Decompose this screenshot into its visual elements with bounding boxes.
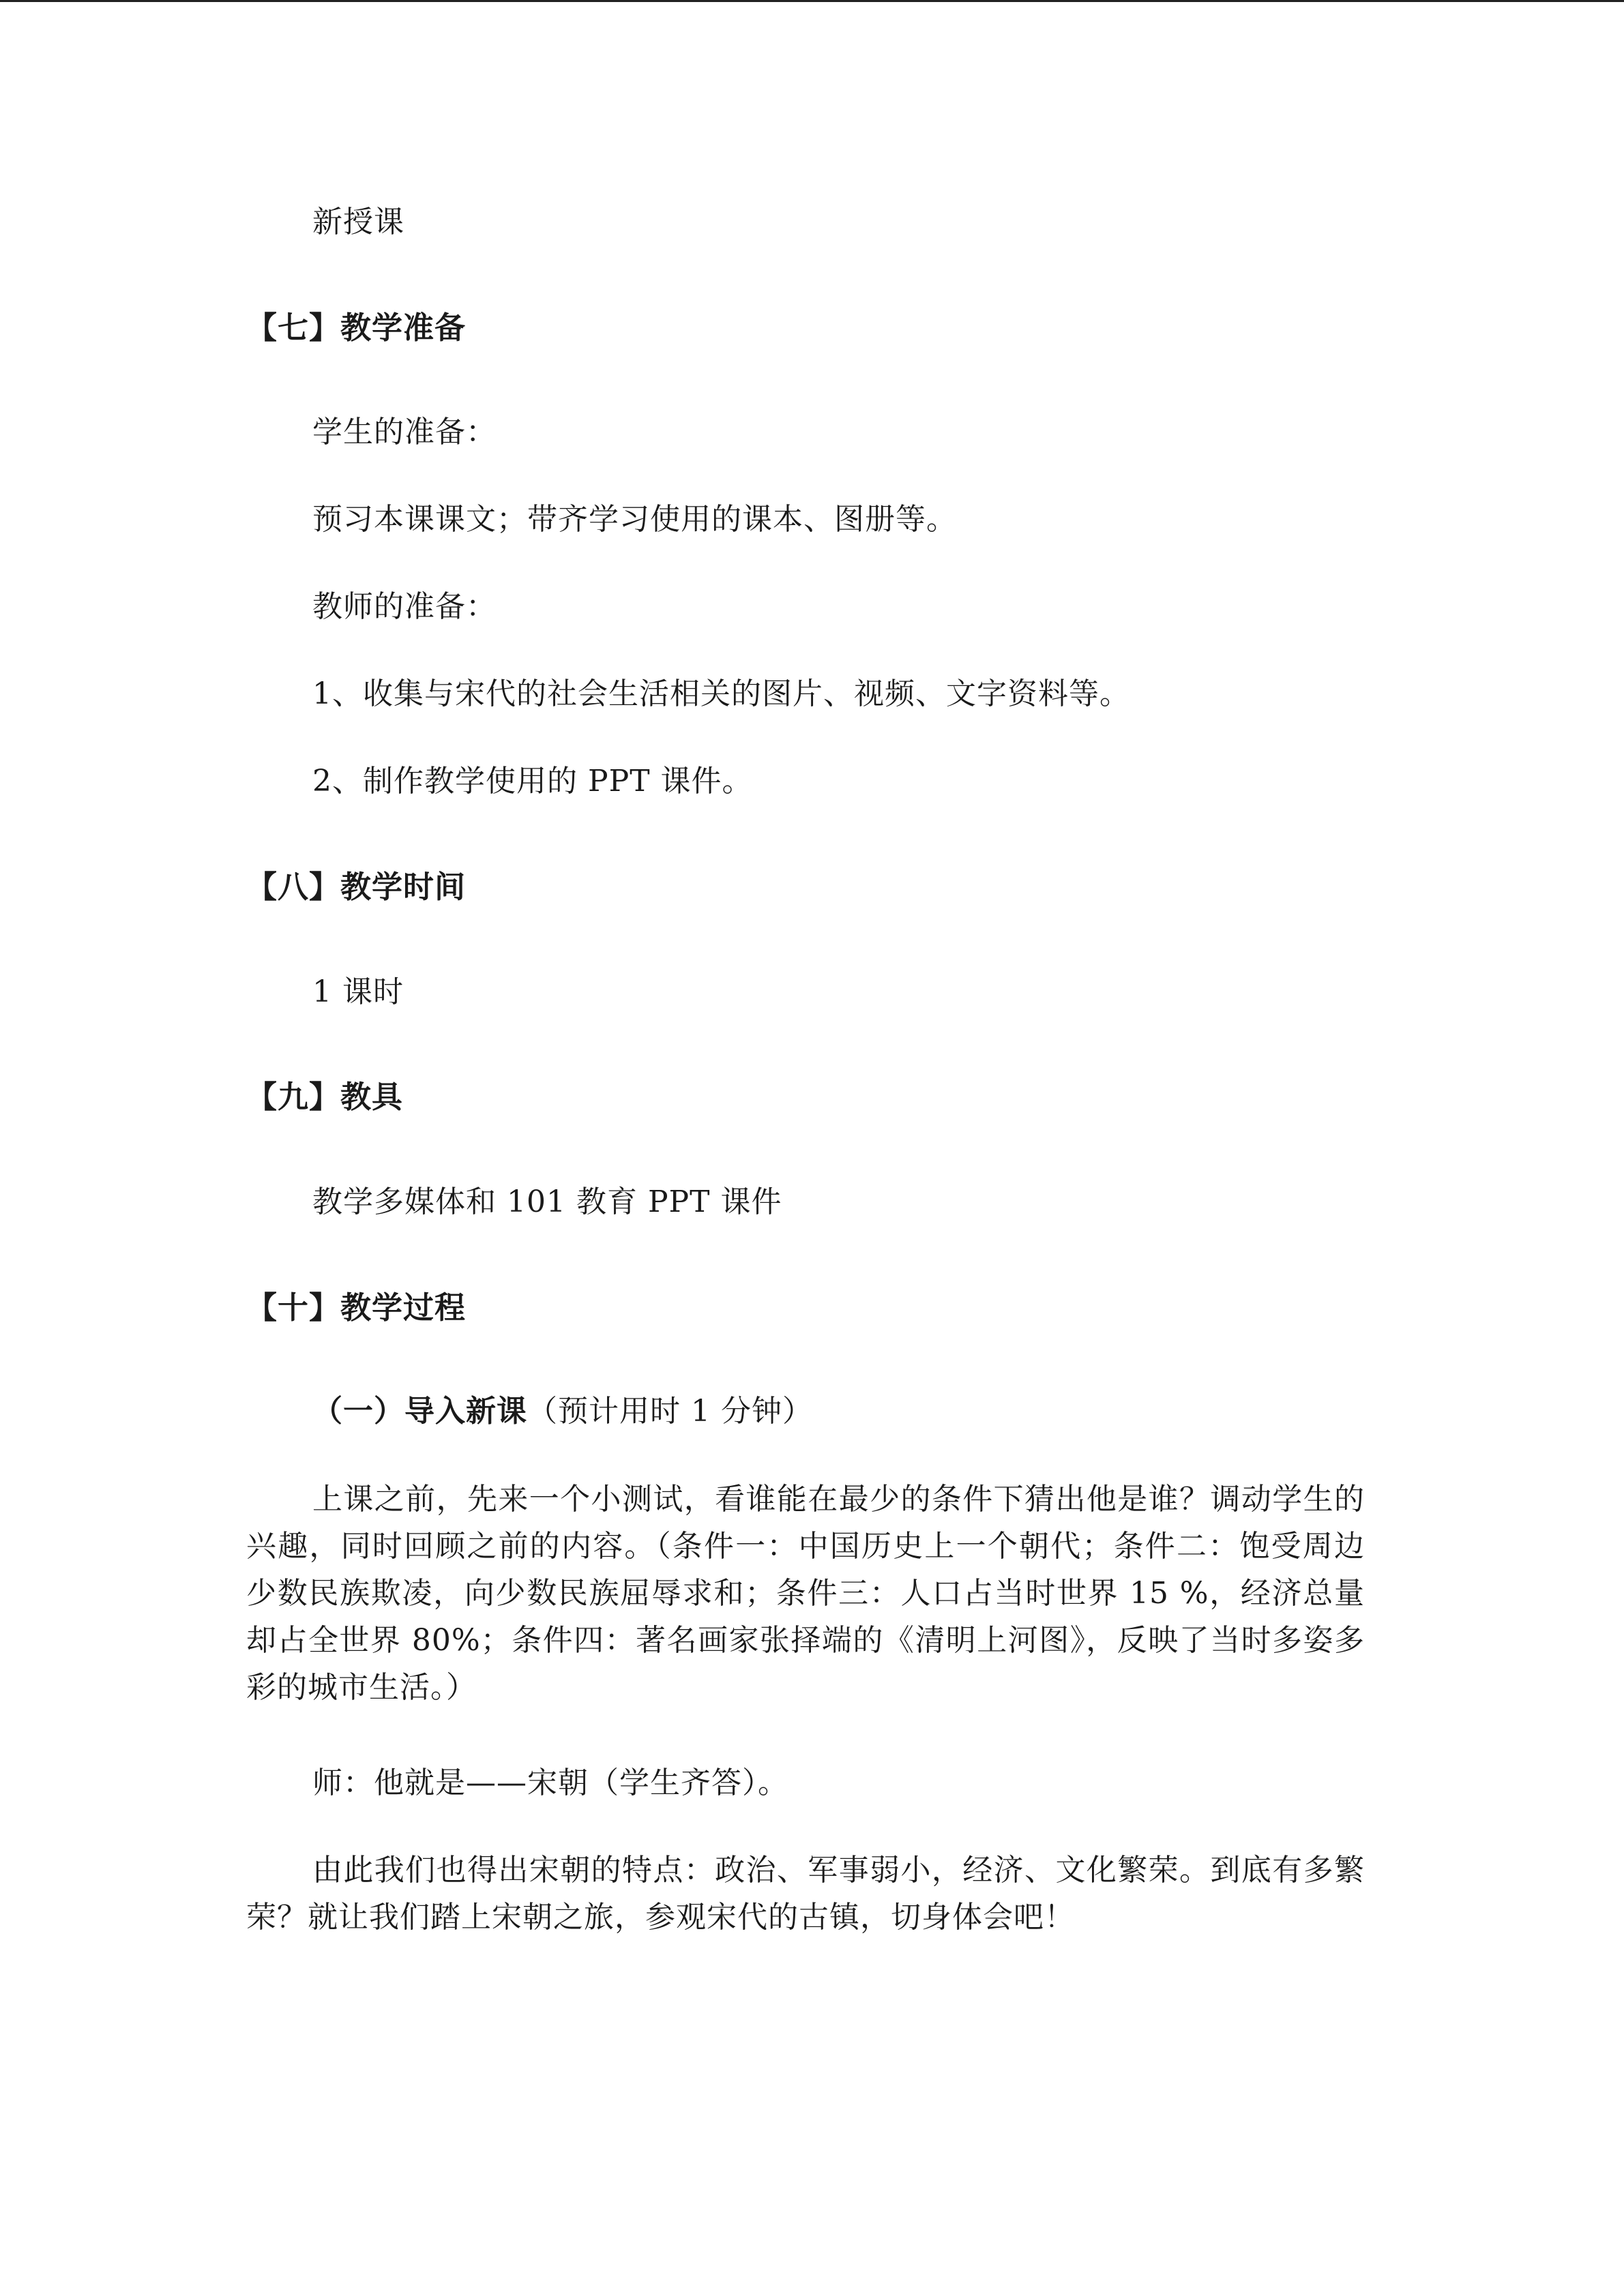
intro-quiz-paragraph: 上课之前，先来一个小测试，看谁能在最少的条件下猜出他是谁？调动学生的兴趣，同时回顾之前的内容。（条件一：中国历史上一个朝代；条件二：饱受周边少数民族欺凌，向少数民族屈辱求和；条件三：人口占当时世界 15 %，经济总量却占全世界 80%；条件四：著名画家张择端的《清明上河图》，反映了当时多姿多彩的城市生活。） (246, 1482, 1365, 1705)
section-heading-process: 【十】教学过程 (246, 1289, 467, 1326)
teacher-answer-paragraph: 师：他就是——宋朝（学生齐答）。 (312, 1765, 788, 1800)
section-heading-time: 【八】教学时间 (246, 869, 467, 905)
song-features-paragraph: 由此我们也得出宋朝的特点：政治、军事弱小，经济、文化繁荣。到底有多繁荣？就让我们踏上宋朝之旅，参观宋代的古镇，切身体会吧！ (246, 1853, 1365, 1935)
intro-line: 新授课 (312, 205, 404, 239)
step1-heading (312, 1391, 813, 1432)
section-heading-tools: 【九】教具 (246, 1079, 404, 1115)
section-heading-prep: 【七】教学准备 (246, 310, 467, 346)
student-prep-label: 学生的准备： (312, 415, 497, 449)
step1-note: （预计用时 1 分钟） (527, 1394, 813, 1429)
teacher-prep-item-1: 1、收集与宋代的社会生活相关的图片、视频、文字资料等。 (312, 676, 1130, 711)
tools-text: 教学多媒体和 101 教育 PPT 课件 (312, 1184, 782, 1219)
time-text: 1 课时 (312, 974, 404, 1009)
teacher-prep-label: 教师的准备： (312, 589, 497, 624)
teacher-prep-item-2: 2、制作教学使用的 PPT 课件。 (312, 764, 753, 799)
step1-title: （一）导入新课 (312, 1394, 527, 1429)
student-prep-text: 预习本课课文；带齐学习使用的课本、图册等。 (312, 502, 957, 537)
